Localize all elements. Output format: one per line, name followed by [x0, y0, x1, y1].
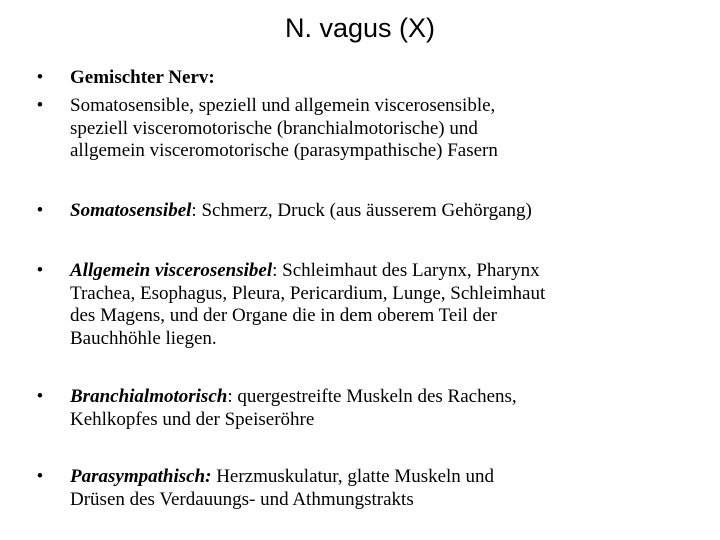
bullet-icon: •	[36, 95, 44, 116]
bullet-item-somatosensibel	[30, 200, 690, 223]
bullet-text-line: Schleimhaut des Larynx, Pharynx	[277, 260, 540, 281]
slide-title: N. vagus (X)	[284, 13, 436, 43]
bullet-term: Somatosensibel	[70, 200, 192, 221]
bullet-text-line: Somatosensible, speziell und allgemein viscerosensible,	[70, 95, 496, 116]
bullet-item-parasympathisch	[30, 466, 690, 511]
bullet-text-line: Herzmuskulatur, glatte Muskeln und	[211, 466, 495, 487]
bullet-term: Parasympathisch:	[70, 466, 212, 487]
bullet-term-separator: :	[227, 386, 233, 407]
bullet-text-line: Kehlkopfes und der Speiseröhre	[70, 408, 315, 430]
bullet-term-separator: :	[272, 260, 278, 281]
bullet-text-line: Drüsen des Verdauungs- und Athmungstrakts	[70, 488, 414, 510]
bullet-text-line: Trachea, Esophagus, Pleura, Pericardium, Lunge, Schleimhaut	[70, 282, 546, 304]
bullet-text-line: quergestreifte Muskeln des Rachens,	[232, 386, 517, 407]
bullet-item-allgemein-viscerosensibel	[30, 260, 690, 350]
bullet-text-line: allgemein visceromotorische (parasympathische) Fasern	[70, 140, 498, 161]
bullet-icon: •	[36, 200, 44, 221]
bullet-icon: •	[36, 260, 44, 281]
bullet-text-line: Bauchhöhle liegen.	[70, 327, 217, 349]
bullet-term-separator: :	[191, 200, 197, 221]
bullet-icon: •	[36, 466, 44, 487]
bullet-text-line: speziell visceromotorische (branchialmotorische) und	[70, 117, 478, 139]
bullet-term: Branchialmotorisch	[70, 386, 228, 407]
bullet-text-line: Schmerz, Druck (aus äusserem Gehörgang)	[196, 200, 532, 221]
bullet-item-fasern	[30, 95, 690, 163]
bullet-text-line: des Magens, und der Organe die in dem oberem Teil der	[70, 305, 497, 326]
bullet-item-branchialmotorisch	[30, 386, 690, 431]
bullet-icon: •	[36, 67, 44, 88]
bullet-icon: •	[36, 386, 44, 407]
bullet-item-gemischter-nerv	[30, 67, 690, 90]
bullet-term: Gemischter Nerv:	[70, 67, 215, 88]
bullet-term: Allgemein viscerosensibel	[70, 260, 273, 281]
